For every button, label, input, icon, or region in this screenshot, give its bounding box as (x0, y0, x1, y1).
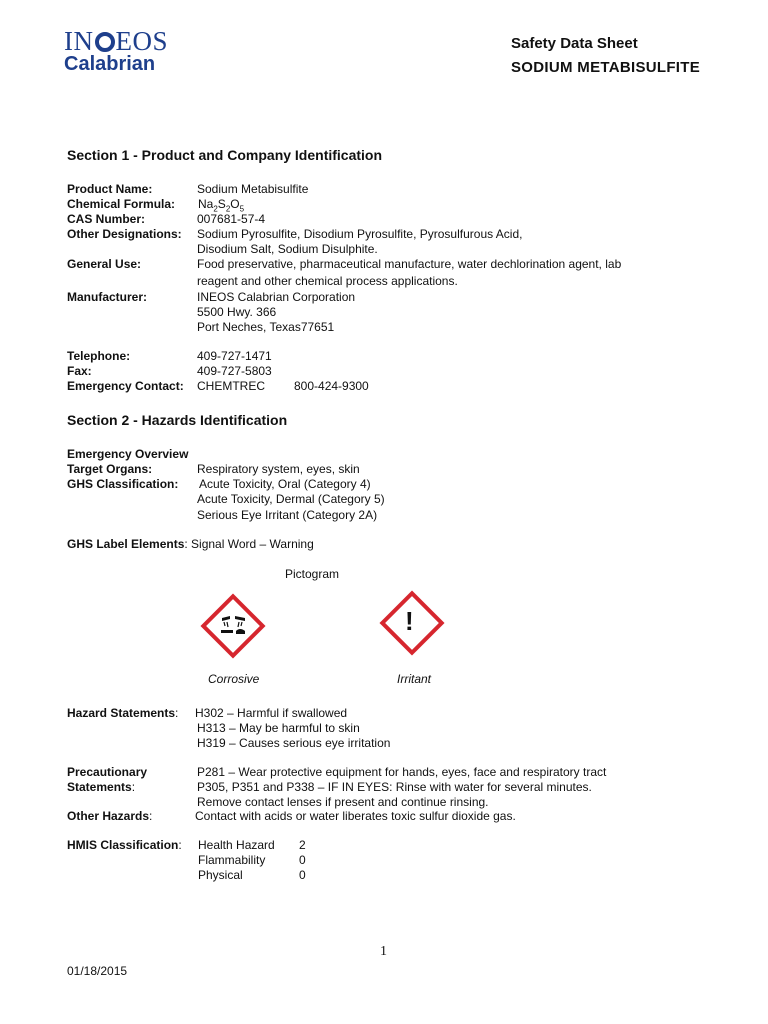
precaution-line-3: Remove contact lenses if present and continue rinsing. (197, 795, 489, 809)
ghs-classification-line2: Acute Toxicity, Dermal (Category 5) (197, 492, 385, 506)
hmis-row-name: Health Hazard (198, 838, 275, 852)
ghs-classification-line1: Acute Toxicity, Oral (Category 4) (199, 477, 371, 491)
manufacturer-line2: 5500 Hwy. 366 (197, 305, 277, 319)
general-use-line1: Food preservative, pharmaceutical manufacture, water dechlorination agent, lab (197, 257, 622, 271)
other-designations-line2: Disodium Salt, Sodium Disulphite. (197, 242, 378, 256)
hazard-line-1: H302 – Harmful if swallowed (195, 706, 348, 720)
hmis-row-value: 0 (299, 868, 306, 882)
corrosive-caption: Corrosive (208, 672, 260, 686)
pictogram-heading: Pictogram (285, 567, 340, 581)
other-designations-label: Other Designations: (67, 227, 182, 241)
precaution-line-1: P281 – Wear protective equipment for hands, eyes, face and respiratory tract (197, 765, 607, 779)
hmis-row-name: Flammability (198, 853, 266, 867)
precaution-line-2: P305, P351 and P338 – IF IN EYES: Rinse with water for several minutes. (197, 780, 592, 794)
target-organs-label: Target Organs: (67, 462, 153, 476)
general-use-line2: reagent and other chemical process applications. (197, 274, 458, 288)
telephone-label: Telephone: (67, 349, 131, 363)
other-hazards-value: Contact with acids or water liberates toxic sulfur dioxide gas. (195, 809, 516, 823)
logo-ring-icon (95, 32, 115, 52)
telephone-value: 409-727-1471 (197, 349, 272, 363)
logo-text-ineos: IN EOS (64, 26, 169, 56)
logo-text-calabrian: Calabrian (64, 53, 156, 75)
document-title: Safety Data Sheet (511, 35, 638, 52)
statements-label: Statements: (67, 780, 136, 794)
ghs-classification-label: GHS Classification: (67, 477, 179, 491)
cas-label: CAS Number: (67, 212, 146, 226)
target-organs-value: Respiratory system, eyes, skin (197, 462, 360, 476)
other-hazards-label: Other Hazards: (67, 809, 153, 823)
ghs-label-elements-value: : Signal Word – Warning (184, 537, 314, 551)
product-name-value: Sodium Metabisulfite (197, 182, 309, 196)
ghs-label-elements (67, 537, 314, 551)
document-date: 01/18/2015 (67, 964, 128, 978)
section-1-heading: Section 1 - Product and Company Identification (67, 147, 383, 163)
product-title: SODIUM METABISULFITE (511, 59, 701, 76)
manufacturer-line3: Port Neches, Texas77651 (197, 320, 335, 334)
hmis-row-value: 2 (299, 838, 306, 852)
ghs-classification-line3: Serious Eye Irritant (Category 2A) (197, 508, 378, 522)
manufacturer-line1: INEOS Calabrian Corporation (197, 290, 356, 304)
hmis-label: HMIS Classification: (67, 838, 182, 852)
section-2-heading: Section 2 - Hazards Identification (67, 412, 288, 428)
exclamation-icon: ! (405, 606, 414, 636)
hazard-line-3: H319 – Causes serious eye irritation (197, 736, 391, 750)
irritant-caption: Irritant (397, 672, 432, 686)
manufacturer-label: Manufacturer: (67, 290, 148, 304)
cas-value: 007681-57-4 (197, 212, 266, 226)
precautionary-label: Precautionary (67, 765, 148, 779)
emergency-contact-label: Emergency Contact: (67, 379, 184, 393)
page-number: 1 (380, 944, 387, 959)
emergency-overview-label: Emergency Overview (67, 447, 189, 461)
hmis-row-value: 0 (299, 853, 306, 867)
fax-value: 409-727-5803 (197, 364, 272, 378)
general-use-label: General Use: (67, 257, 142, 271)
hazard-line-2: H313 – May be harmful to skin (197, 721, 360, 735)
other-designations-line1: Sodium Pyrosulfite, Disodium Pyrosulfite, Pyrosulfurous Acid, (197, 227, 523, 241)
emergency-contact-name: CHEMTREC (197, 379, 265, 393)
ghs-label-elements-label: GHS Label Elements (67, 537, 185, 551)
product-name-label: Product Name: (67, 182, 153, 196)
hazard-statements-label: Hazard Statements: (67, 706, 179, 720)
hmis-row-name: Physical (198, 868, 243, 882)
emergency-contact-phone: 800-424-9300 (294, 379, 369, 393)
formula-label: Chemical Formula: (67, 197, 176, 211)
formula-value: $Na_2S_2O_5$ (198, 197, 245, 214)
fax-label: Fax: (67, 364, 92, 378)
corrosive-symbol-icon (215, 610, 253, 640)
